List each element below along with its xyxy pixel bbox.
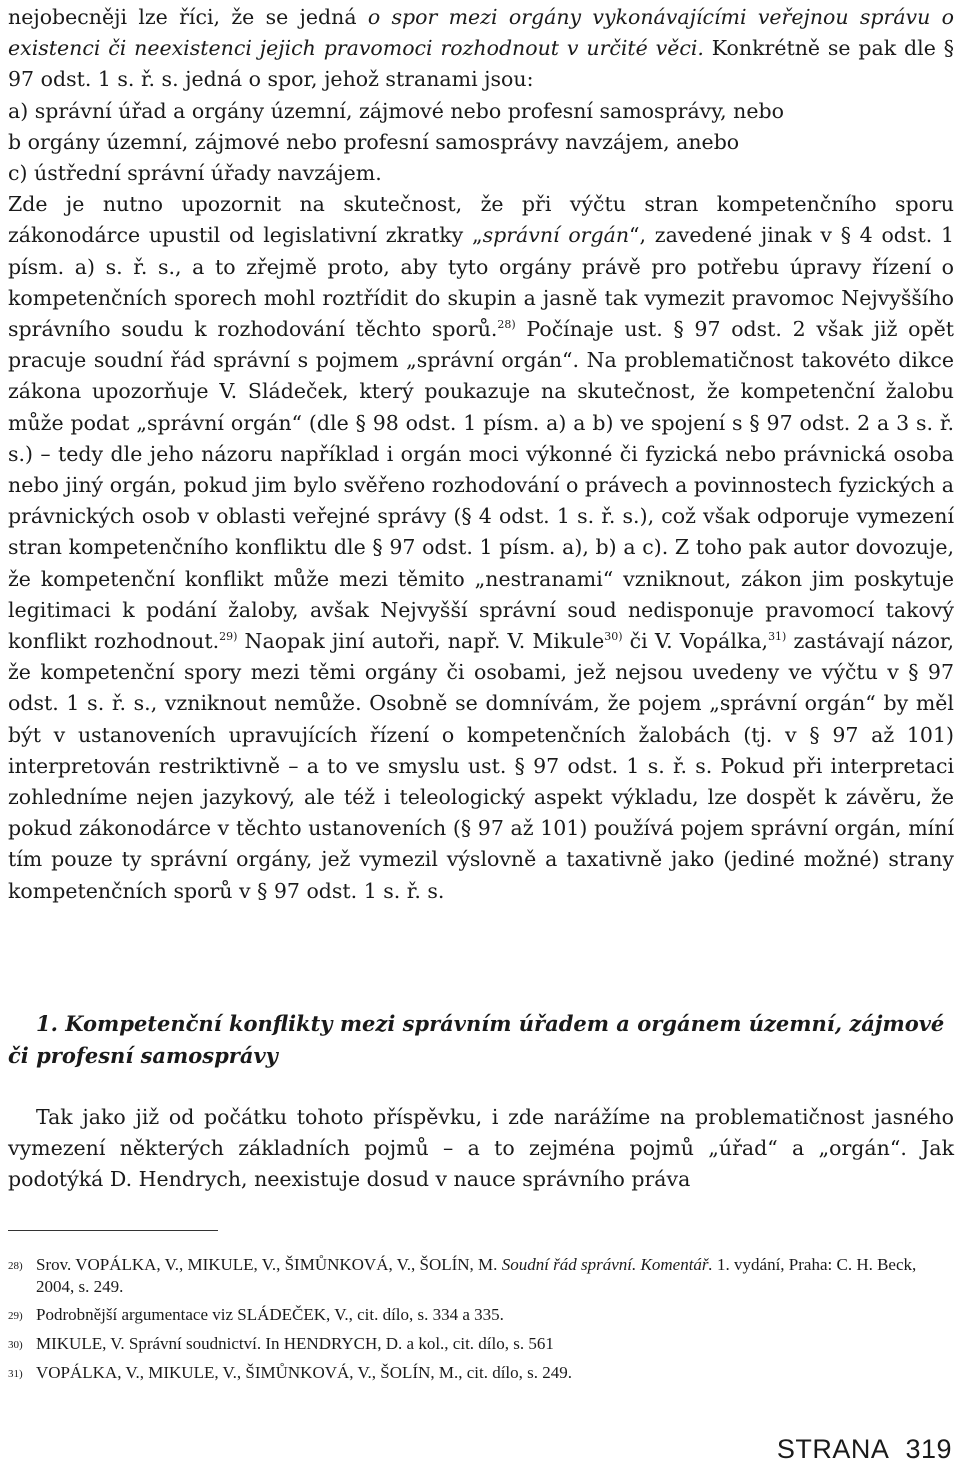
footnote-ref-30[interactable]: 30) — [604, 630, 623, 644]
footnote-31 — [8, 1362, 954, 1385]
discussion-paragraph — [8, 189, 954, 907]
footnote-text: VOPÁLKA, V., MIKULE, V., ŠIMŮNKOVÁ, V., ŠOLÍN, M., cit. dílo, s. 249. — [36, 1363, 573, 1382]
text-run: či V. Vopálka, — [622, 629, 769, 654]
footnote-number: 30) — [8, 1339, 23, 1351]
footnotes — [8, 1254, 954, 1391]
list-item-c: c) ústřední správní úřady navzájem. — [8, 161, 382, 186]
text-run: Počínaje ust. § 97 odst. 2 však již opět pracuje soudní řád správní s pojmem „správní orgán“. Na problematičnost takovéto dikce zákona upozorňuje V. Sládeček, který poukazuje na skutečnost, že kompetenční žalobu může podat „správní orgán“ (dle § 98 odst. 1 písm. a) a b) ve spojení s § 97 odst. 2 a 3 s. ř. s.) – tedy dle jeho názoru například i orgán moci výkonné či fyzická nebo právnická osoba nebo jiný orgán, pokud jim bylo svěřeno rozhodování o právech a povinnostech fyzických a právnických osob v oblasti veřejné správy (§ 4 odst. 1 s. ř. s.), což však odporuje vymezení stran kompetenčního konfliktu dle § 97 odst. 1 písm. a), b) a c). Z toho pak autor dovozuje, že kompetenční konflikt může mezi těmito „nestranami“ vzniknout, zákon jim poskytuje legitimaci k podání žaloby, avšak Nejvyšší správní soud nedisponuje pravomocí takový konflikt rozhodnout. — [8, 317, 954, 654]
italic-term: správní orgán — [482, 223, 630, 248]
intro-text-2: Konkrétně se pak dle § 97 odst. 1 s. ř. s. jedná o spor, jehož stranami jsou: — [8, 36, 954, 92]
page-footer — [777, 1434, 952, 1465]
text-run: Zde je nutno upozornit na skutečnost, že při výčtu stran kompetenčního sporu zákonodárce upustil od legislativní zkratky „ — [8, 192, 954, 248]
footnote-title: Soudní řád správní. Komentář. — [501, 1255, 713, 1274]
footnote-text: MIKULE, V. Správní soudnictví. In HENDRYCH, D. a kol., cit. dílo, s. 561 — [36, 1334, 554, 1353]
footnote-text: Podrobnější argumentace viz SLÁDEČEK, V., cit. dílo, s. 334 a 335. — [36, 1305, 504, 1324]
page-number: 319 — [905, 1434, 952, 1464]
list-item-b: b orgány územní, zájmové nebo profesní samosprávy navzájem, anebo — [8, 129, 740, 154]
text-run: zastávají názor, že kompetenční spory mezi těmi orgány či osobami, jež nejsou uvedeny ve výčtu v § 97 odst. 1 s. ř. s., vzniknout nemůže. Osobně se domnívám, že pojem „správní orgán“ by měl být v ustanoveních upravujících řízení o kompetenčních žalobách (tj. v § 97 až 101) interpretován restriktivně – a to ve smyslu ust. § 97 odst. 1 s. ř. s. Pokud při interpretaci zohledníme nejen jazykový, ale též i teleologický aspekt výkladu, lze dospět k závěru, že pokud zákonodárce v těchto ustanoveních (§ 97 až 101) používá pojem správní orgán, míní tím pouze ty správní orgány, jež vymezil výslovně a taxativně jako (jediné možné) strany kompetenčních sporů v § 97 odst. 1 s. ř. s. — [8, 629, 954, 903]
intro-definition: o spor mezi orgány vykonávajícími veřejnou správu o existenci či neexistenci jejich pravomoci rozhodnout v určité věci. — [8, 5, 954, 61]
footnote-number: 29) — [8, 1310, 23, 1322]
footnote-ref-31[interactable]: 31) — [768, 630, 787, 644]
footer-label: STRANA — [776, 1434, 890, 1464]
section-number: 1. — [36, 1011, 58, 1036]
section-heading — [8, 1008, 954, 1072]
text-run: Naopak jiní autoři, např. V. Mikule — [237, 629, 605, 654]
footnote-text — [36, 1254, 954, 1298]
section-paragraph-text: Tak jako již od počátku tohoto příspěvku, i zde narážíme na problematičnost jasného vymezení některých základních pojmů – a to zejména pojmů „úřad“ a „orgán“. Jak podotýká D. Hendrych, neexistuje dosud v nauce správního práva — [8, 1105, 954, 1192]
footnote-30 — [8, 1333, 954, 1356]
intro-text: nejobecněji lze říci, že se jedná — [8, 5, 368, 29]
footnote-28 — [8, 1254, 954, 1298]
footnote-number: 31) — [8, 1368, 23, 1380]
section-title: Kompetenční konflikty mezi správním úřadem a orgánem územní, zájmové či profesní samosprávy — [8, 1011, 945, 1068]
section-paragraph — [8, 1102, 954, 1196]
footnote-run: 1. vydání, Praha: C. H. Beck, 2004, s. 249. — [36, 1255, 917, 1296]
footnote-ref-29[interactable]: 29) — [219, 630, 238, 644]
footnote-number: 28) — [8, 1260, 23, 1272]
footnote-ref-28[interactable]: 28) — [497, 318, 516, 332]
list-item-a: a) správní úřad a orgány územní, zájmové nebo profesní samosprávy, nebo — [8, 98, 784, 123]
footnote-29 — [8, 1304, 954, 1327]
main-text — [8, 2, 954, 907]
intro-paragraph — [8, 2, 954, 189]
footnote-run: Srov. VOPÁLKA, V., MIKULE, V., ŠIMŮNKOVÁ, V., ŠOLÍN, M. — [36, 1255, 502, 1274]
text-run: “, zavedené jinak v § 4 odst. 1 písm. a) s. ř. s., a to zřejmě proto, aby tyto orgány právě pro potřebu úpravy řízení o kompetenčních sporech mohl roztřídit do skupin a jasně tak vymezit pravomoc Nejvyššího správního soudu k rozhodování těchto sporů. — [8, 223, 954, 342]
footnote-divider — [8, 1230, 218, 1231]
